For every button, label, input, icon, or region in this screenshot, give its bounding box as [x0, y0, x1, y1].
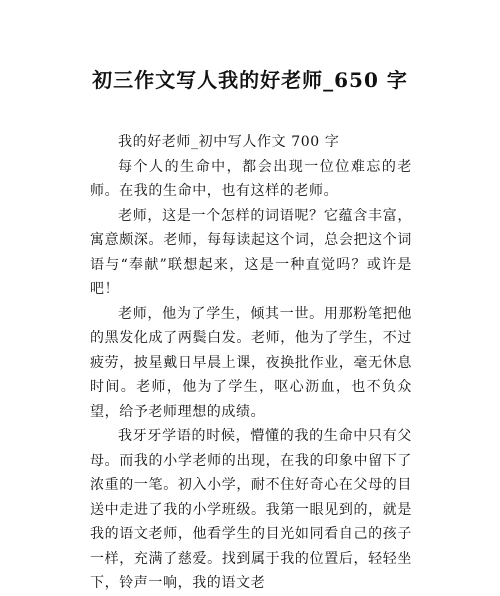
document-title: 初三作文写人我的好老师_650 字	[92, 68, 408, 92]
paragraph-3: 老师，他为了学生，倾其一世。用那粉笔把他的黑发化成了两鬓白发。老师，他为了学生，不过疲劳，披星戴日早晨上课，夜换批作业，毫无休息时间。老师，他为了学生，呕心沥血，也不负众望，给予老师理想的成绩。	[90, 305, 412, 420]
document-subtitle: 我的好老师_初中写人作文 700 字	[118, 134, 340, 150]
paragraph-2: 老师，这是一个怎样的词语呢？它蕴含丰富，寓意颇深。老师，每每读起这个词，总会把这个词语与“奉献”联想起来，这是一种直觉吗？或许是吧！	[90, 207, 412, 297]
paragraph-4: 我牙牙学语的时候，懵懂的我的生命中只有父母。而我的小学老师的出现，在我的印象中留下了浓重的一笔。初入小学，耐不住好奇心在父母的目送中走进了我的小学班级。我第一眼见到的，就是我的语文老师，他看学生的目光如同看自己的孩子一样，充满了慈爱。找到属于我的位置后，轻轻坐下，铃声一响，我的语文老	[90, 428, 412, 591]
paragraph-1: 每个人的生命中，都会出现一位位难忘的老师。在我的生命中，也有这样的老师。	[90, 158, 412, 199]
document-body	[90, 130, 412, 596]
